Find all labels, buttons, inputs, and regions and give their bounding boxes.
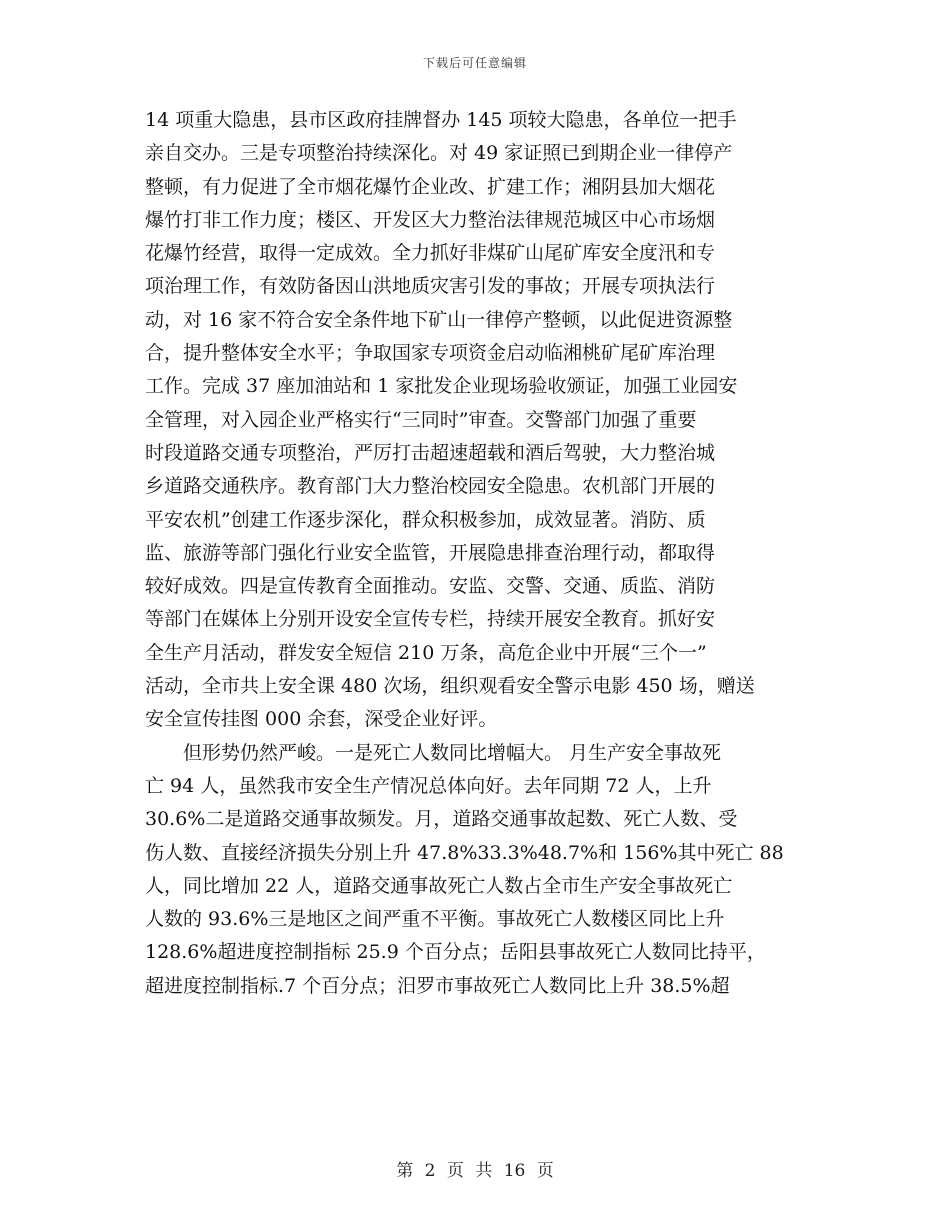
text-line: 整顿，有力促进了全市烟花爆竹企业改、扩建工作；湘阴县加大烟花 — [145, 175, 716, 198]
text-line: 伤人数、直接经济损失分别上升 47.8%33.3%48.7%和 156%其中死亡 88 — [145, 841, 784, 864]
text-line: 但形势仍然严峻。一是死亡人数同比增幅大。 月生产安全事故死 — [145, 741, 722, 764]
text-line: 乡道路交通秩序。教育部门大力整治校园安全隐患。农机部门开展的 — [145, 475, 716, 498]
text-line: 活动，全市共上安全课 480 次场，组织观看安全警示电影 450 场，赠送 — [145, 675, 755, 698]
text-line: 人，同比增加 22 人，道路交通事故死亡人数占全市生产安全事故死亡 — [145, 874, 733, 897]
text-line: 花爆竹经营，取得一定成效。全力抓好非煤矿山尾矿库安全度汛和专 — [145, 242, 716, 265]
text-line: 合，提升整体安全水平；争取国家专项资金启动临湘桃矿尾矿库治理 — [145, 342, 716, 365]
text-line: 平安农机”创建工作逐步深化，群众积极参加，成效显著。消防、质 — [145, 508, 706, 531]
document-body — [145, 104, 810, 1003]
page-number: 第 2 页 共 16 页 — [396, 1161, 554, 1181]
text-line: 动，对 16 家不符合安全条件地下矿山一律停产整顿，以此促进资源整 — [145, 308, 733, 331]
text-line: 时段道路交通专项整治，严厉打击超速超载和酒后驾驶，大力整治城 — [145, 441, 716, 464]
text-line: 等部门在媒体上分别开设安全宣传专栏，持续开展安全教育。抓好安 — [145, 608, 716, 631]
text-line: 较好成效。四是宣传教育全面推动。安监、交警、交通、质监、消防 — [145, 575, 716, 598]
text-line: 安全宣传挂图 000 余套，深受企业好评。 — [145, 708, 498, 731]
text-line: 全生产月活动，群发安全短信 210 万条，高危企业中开展“三个一” — [145, 641, 707, 664]
text-line: 全管理，对入园企业严格实行“三同时”审查。交警部门加强了重要 — [145, 408, 697, 431]
text-line: 爆竹打非工作力度；楼区、开发区大力整治法律规范城区中心市场烟 — [145, 208, 716, 231]
text-line: 30.6%二是道路交通事故频发。月，道路交通事故起数、死亡人数、受 — [145, 808, 738, 831]
text-line: 超进度控制指标.7 个百分点；汨罗市事故死亡人数同比上升 38.5%超 — [145, 974, 730, 997]
text-line: 14 项重大隐患，县市区政府挂牌督办 145 项较大隐患，各单位一把手 — [145, 109, 737, 131]
text-line: 工作。完成 37 座加油站和 1 家批发企业现场验收颁证，加强工业园安 — [145, 375, 738, 398]
text-line: 128.6%超进度控制指标 25.9 个百分点；岳阳县事故死亡人数同比持平， — [145, 941, 766, 964]
text-line: 亡 94 人，虽然我市安全生产情况总体向好。去年同期 72 人，上升 — [145, 774, 712, 797]
text-line: 亲自交办。三是专项整治持续深化。对 49 家证照已到期企业一律停产 — [145, 142, 733, 165]
page-header: 下载后可任意编辑 — [422, 56, 527, 70]
text-line: 监、旅游等部门强化行业安全监管，开展隐患排查治理行动，都取得 — [145, 541, 716, 564]
text-line: 项治理工作，有效防备因山洪地质灾害引发的事故；开展专项执法行 — [145, 275, 716, 298]
text-line: 人数的 93.6%三是地区之间严重不平衡。事故死亡人数楼区同比上升 — [145, 908, 725, 931]
